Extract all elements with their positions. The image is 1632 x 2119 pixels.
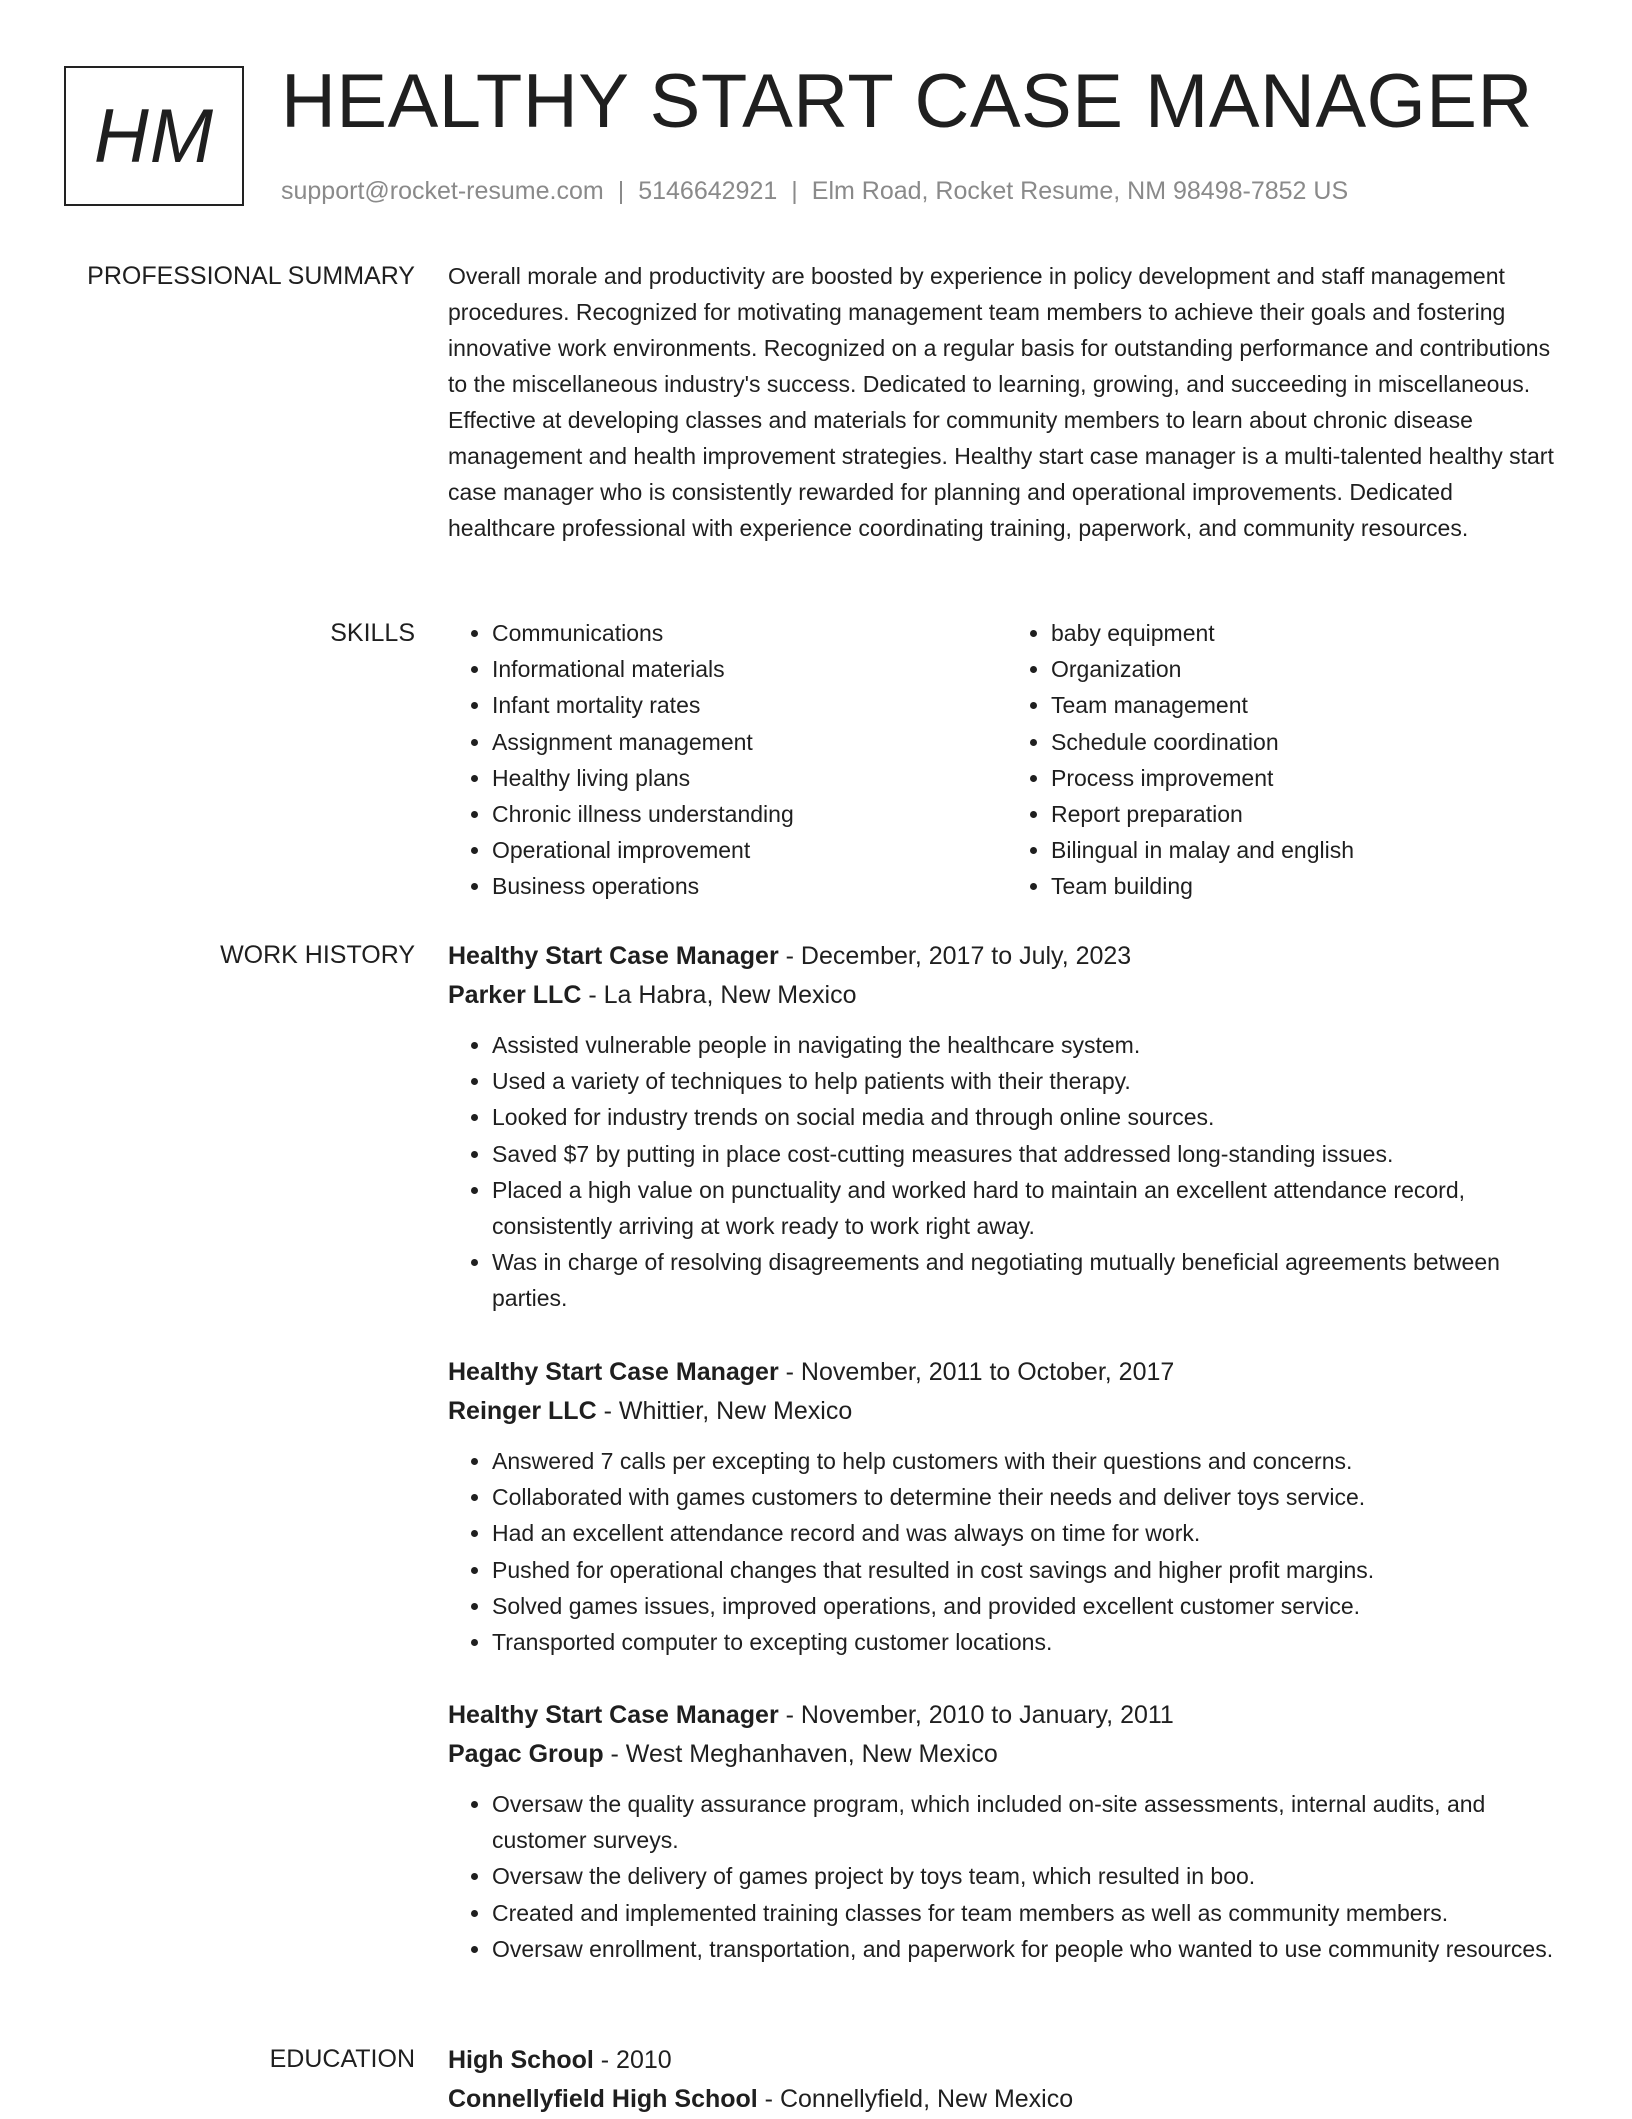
- job-company: Reinger LLC: [448, 1397, 597, 1425]
- job-company-line: [448, 1735, 1566, 1774]
- job-bullet: • Placed a high value on punctuality and worked hard to maintain an excellent attendance record, consistently arriving at work ready to work right away.: [492, 1172, 1566, 1244]
- job-location: - West Meghanhaven, New Mexico: [603, 1740, 998, 1768]
- skill-item: • Informational materials: [492, 651, 1007, 687]
- work-history-body-3: [448, 1696, 1566, 1967]
- summary-label: PROFESSIONAL SUMMARY: [87, 262, 415, 290]
- contact-line: [281, 174, 1348, 208]
- education-school: Connellyfield High School: [448, 2085, 758, 2113]
- job-title: Healthy Start Case Manager: [448, 1358, 779, 1386]
- job-title: Healthy Start Case Manager: [448, 942, 779, 970]
- contact-phone[interactable]: 5146642921: [638, 177, 778, 205]
- job-bullet: • Oversaw the delivery of games project by toys team, which resulted in boo.: [492, 1858, 1566, 1894]
- contact-separator: |: [617, 177, 625, 205]
- job-title-line: [448, 937, 1566, 976]
- education-location: - Connellyfield, New Mexico: [757, 2085, 1074, 2113]
- skills-list-left: [448, 615, 1007, 905]
- job-bullets: [448, 1027, 1566, 1317]
- job-dates: - November, 2011 to October, 2017: [778, 1358, 1175, 1386]
- job-bullets: [448, 1443, 1566, 1660]
- work-history-body: [448, 937, 1566, 1317]
- job-bullet: • Saved $7 by putting in place cost-cutting measures that addressed long-standing issues.: [492, 1136, 1566, 1172]
- job-bullet: • Used a variety of techniques to help patients with their therapy.: [492, 1063, 1566, 1099]
- job-company-line: [448, 976, 1566, 1015]
- work-history-body-2: [448, 1353, 1566, 1660]
- job-dates: - November, 2010 to January, 2011: [778, 1701, 1174, 1729]
- job-bullet: • Looked for industry trends on social media and through online sources.: [492, 1099, 1566, 1135]
- page-title: HEALTHY START CASE MANAGER: [281, 59, 1533, 144]
- job-bullets: [448, 1786, 1566, 1967]
- job-bullet: • Solved games issues, improved operations, and provided excellent customer service.: [492, 1588, 1566, 1624]
- skill-item: • Business operations: [492, 868, 1007, 904]
- education-school-line: [448, 2080, 1566, 2119]
- education-degree-line: [448, 2041, 1566, 2080]
- skill-item: • Communications: [492, 615, 1007, 651]
- summary-text: Overall morale and productivity are boosted by experience in policy development and staff management procedures. Recognized for motivating management team members to achieve their goals and fostering innovative work environments. Recognized on a regular basis for outstanding performance and contributions to the miscellaneous industry's success. Dedicated to learning, growing, and succeeding in miscellaneous. Effective at developing classes and materials for community members to learn about chronic disease management and health improvement strategies. Healthy start case manager is a multi-talented healthy start case manager who is consistently rewarded for planning and operational improvements. Dedicated healthcare professional with experience coordinating training, paperwork, and community resources.: [448, 263, 1554, 541]
- skill-item: • Infant mortality rates: [492, 687, 1007, 723]
- skill-item: • Healthy living plans: [492, 760, 1007, 796]
- job-bullet: • Was in charge of resolving disagreements and negotiating mutually beneficial agreements between parties.: [492, 1244, 1566, 1316]
- job-company: Parker LLC: [448, 981, 582, 1009]
- education-year: - 2010: [593, 2046, 672, 2074]
- skills-list-right: [1007, 615, 1566, 905]
- job-entry: [448, 1696, 1566, 1967]
- monogram-logo: HM: [64, 66, 244, 206]
- job-title-line: [448, 1353, 1566, 1392]
- job-bullet: • Oversaw the quality assurance program, which included on-site assessments, internal audits, and customer surveys.: [492, 1786, 1566, 1858]
- education-degree: High School: [448, 2046, 594, 2074]
- skill-item: • Process improvement: [1051, 760, 1566, 796]
- skill-item: • Team management: [1051, 687, 1566, 723]
- job-title: Healthy Start Case Manager: [448, 1701, 779, 1729]
- job-entry: [448, 937, 1566, 1317]
- skill-item: • Operational improvement: [492, 832, 1007, 868]
- skill-item: • Bilingual in malay and english: [1051, 832, 1566, 868]
- job-bullet: • Had an excellent attendance record and was always on time for work.: [492, 1515, 1566, 1551]
- contact-separator: |: [791, 177, 798, 205]
- contact-address: Elm Road, Rocket Resume, NM 98498-7852 US: [811, 177, 1349, 205]
- job-dates: - December, 2017 to July, 2023: [778, 942, 1132, 970]
- skills-label: SKILLS: [330, 619, 415, 647]
- job-title-line: [448, 1696, 1566, 1735]
- job-bullet: • Answered 7 calls per excepting to help customers with their questions and concerns.: [492, 1443, 1566, 1479]
- job-bullet: • Oversaw enrollment, transportation, and paperwork for people who wanted to use community resources.: [492, 1931, 1566, 1967]
- job-bullet: • Assisted vulnerable people in navigating the healthcare system.: [492, 1027, 1566, 1063]
- summary-body: [448, 258, 1566, 546]
- job-bullet: • Transported computer to excepting customer locations.: [492, 1624, 1566, 1660]
- contact-email[interactable]: support@rocket-resume.com: [281, 177, 604, 205]
- work-history-label: WORK HISTORY: [220, 941, 415, 969]
- skill-item: • Team building: [1051, 868, 1566, 904]
- skill-item: • Organization: [1051, 651, 1566, 687]
- job-bullet: • Pushed for operational changes that resulted in cost savings and higher profit margins.: [492, 1552, 1566, 1588]
- job-bullet: • Collaborated with games customers to determine their needs and deliver toys service.: [492, 1479, 1566, 1515]
- skill-item: • baby equipment: [1051, 615, 1566, 651]
- job-bullet: • Created and implemented training classes for team members as well as community members.: [492, 1895, 1566, 1931]
- skill-item: • Report preparation: [1051, 796, 1566, 832]
- skill-item: • Schedule coordination: [1051, 724, 1566, 760]
- education-label: EDUCATION: [269, 2045, 415, 2073]
- education-body: [448, 2041, 1566, 2119]
- job-location: - La Habra, New Mexico: [581, 981, 857, 1009]
- job-company: Pagac Group: [448, 1740, 604, 1768]
- job-company-line: [448, 1392, 1566, 1431]
- skills-grid: [448, 615, 1566, 905]
- skill-item: • Chronic illness understanding: [492, 796, 1007, 832]
- job-entry: [448, 1353, 1566, 1660]
- skill-item: • Assignment management: [492, 724, 1007, 760]
- job-location: - Whittier, New Mexico: [596, 1397, 853, 1425]
